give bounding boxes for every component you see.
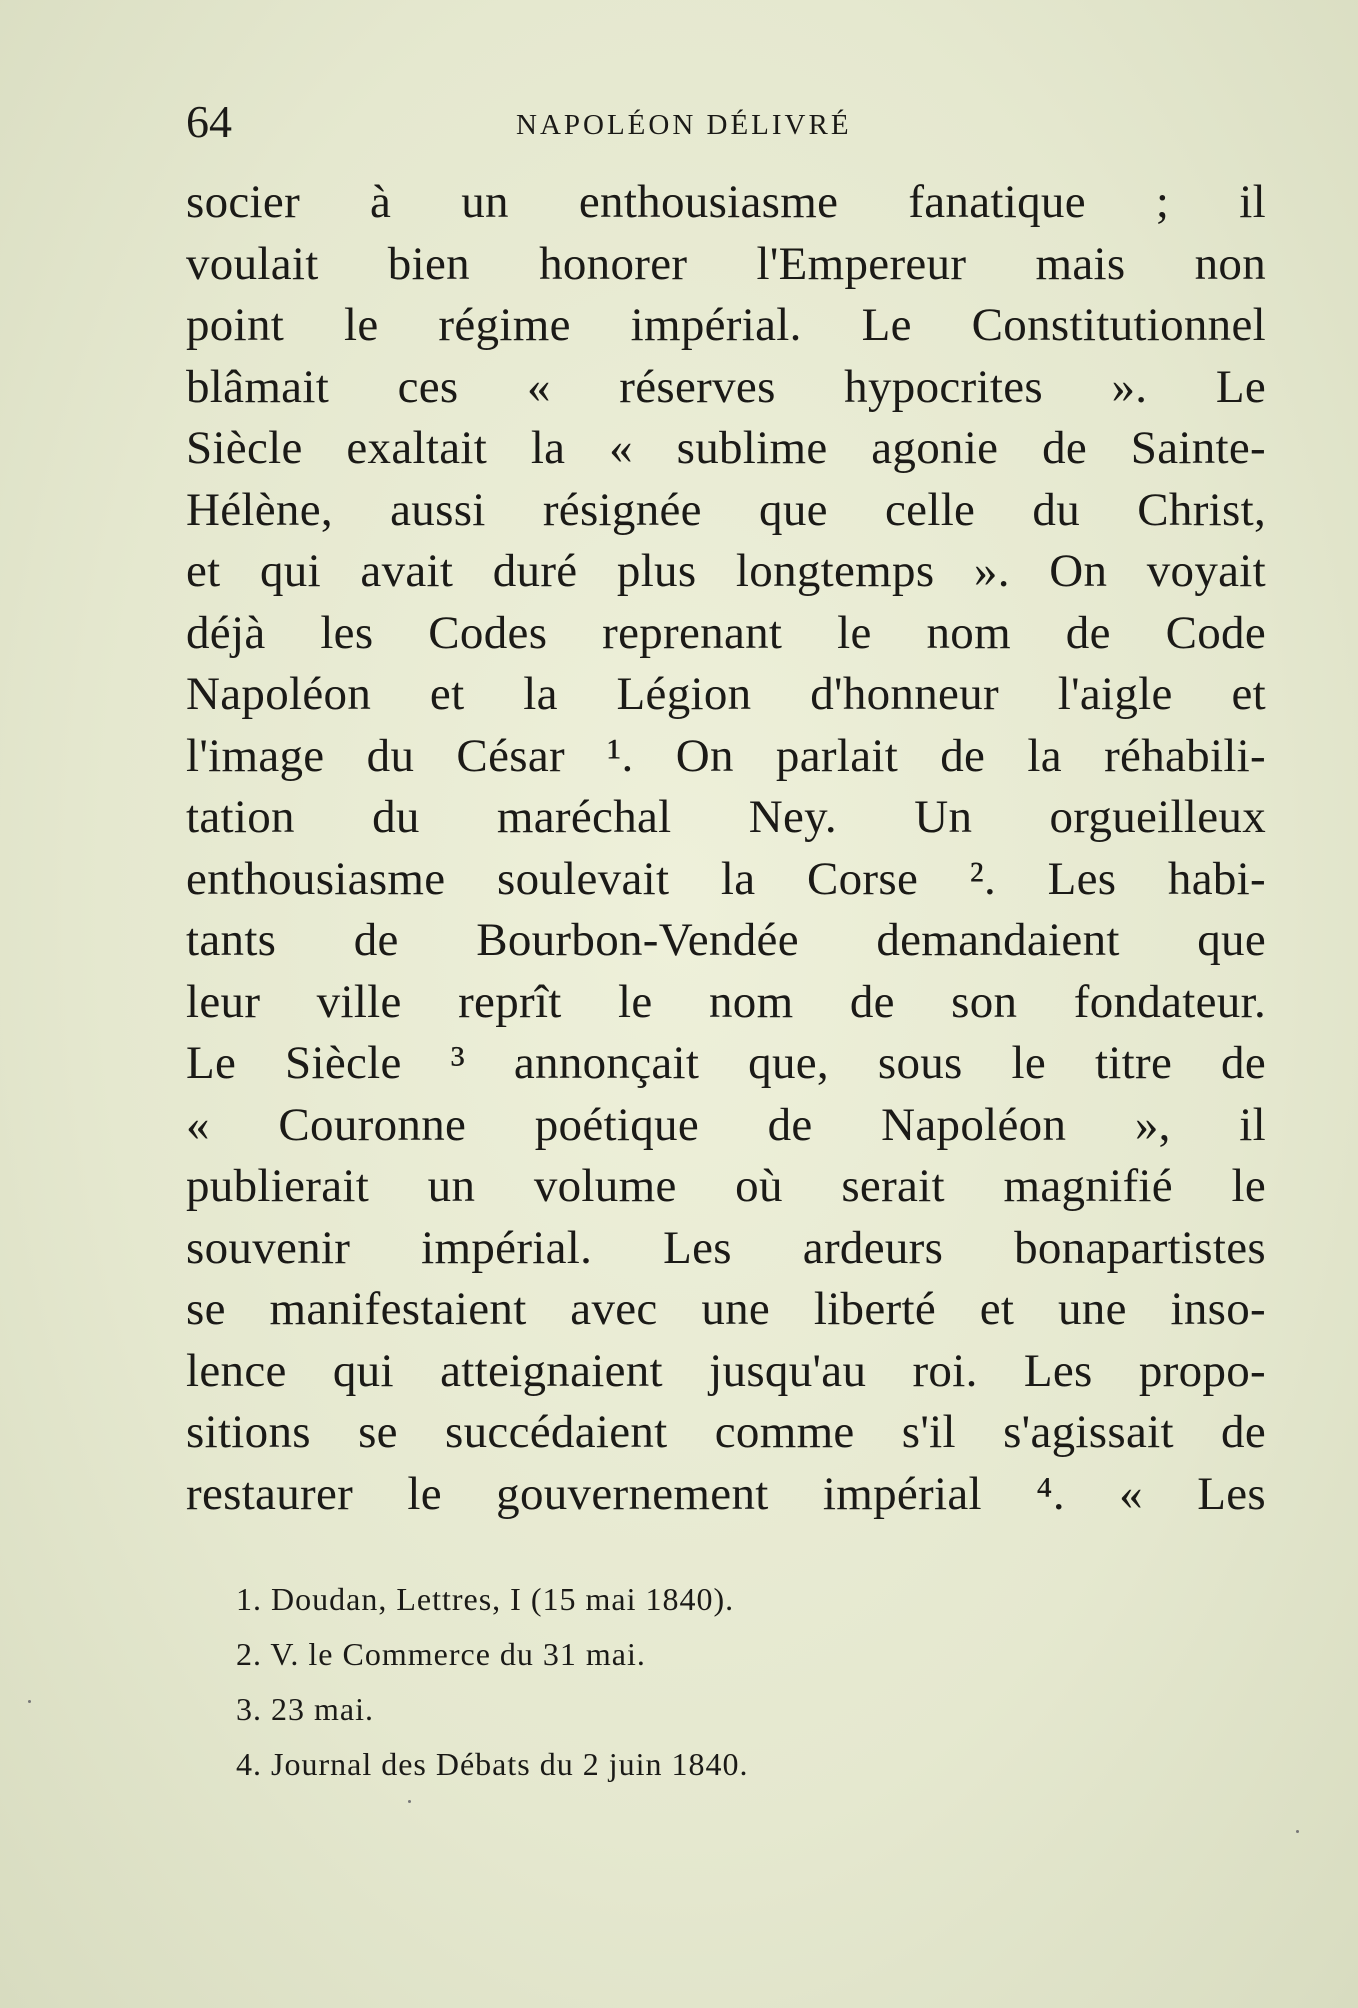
footnote: 4. Journal des Débats du 2 juin 1840. [236,1746,749,1782]
page-number: 64 [186,96,232,147]
text-line: Le Siècle ³ annonçait que, sous le titre de [186,1037,1266,1089]
text-line: souvenir impérial. Les ardeurs bonapartistes [186,1221,1266,1274]
text-line: Napoléon et la Légion d'honneur l'aigle et [186,668,1266,720]
body-text [186,172,1266,1525]
text-line: « Couronne poétique de Napoléon », il [186,1098,1266,1151]
text-line: point le régime impérial. Le Constitutionnel [186,299,1266,351]
text-line: Hélène, aussi résignée que celle du Christ, [186,483,1266,536]
text-line: restaurer le gouvernement impérial ⁴. « Les [186,1467,1266,1520]
text-line: Siècle exaltait la « sublime agonie de Sainte- [186,422,1266,474]
text-line: et qui avait duré plus longtemps ». On voyait [186,545,1266,597]
text-line: l'image du César ¹. On parlait de la réhabili- [186,729,1266,782]
text-line: socier à un enthousiasme fanatique ; il [186,176,1266,228]
page-header [186,92,1266,152]
footnote: 1. Doudan, Lettres, I (15 mai 1840). [236,1581,735,1617]
text-line: lence qui atteignaient jusqu'au roi. Les propo- [186,1344,1266,1397]
paper-speck [1296,1830,1299,1833]
footnote: 3. 23 mai. [236,1691,374,1727]
text-line: blâmait ces « réserves hypocrites ». Le [186,360,1266,413]
text-line: tation du maréchal Ney. Un orgueilleux [186,791,1266,843]
text-line: leur ville reprît le nom de son fondateur. [186,975,1266,1028]
text-line: enthousiasme soulevait la Corse ². Les habi- [186,852,1266,905]
paper-speck [408,1800,411,1803]
text-line: sitions se succédaient comme s'il s'agissait de [186,1406,1266,1458]
text-line: déjà les Codes reprenant le nom de Code [186,606,1266,659]
text-line: se manifestaient avec une liberté et une inso- [186,1283,1266,1335]
text-line: voulait bien honorer l'Empereur mais non [186,237,1266,290]
text-line: tants de Bourbon-Vendée demandaient que [186,914,1266,966]
running-title: NAPOLÉON DÉLIVRÉ [516,109,852,141]
footnotes [236,1572,1036,1792]
text-line: publierait un volume où serait magnifié le [186,1160,1266,1212]
paper-speck [28,1700,31,1703]
footnote: 2. V. le Commerce du 31 mai. [236,1636,646,1672]
